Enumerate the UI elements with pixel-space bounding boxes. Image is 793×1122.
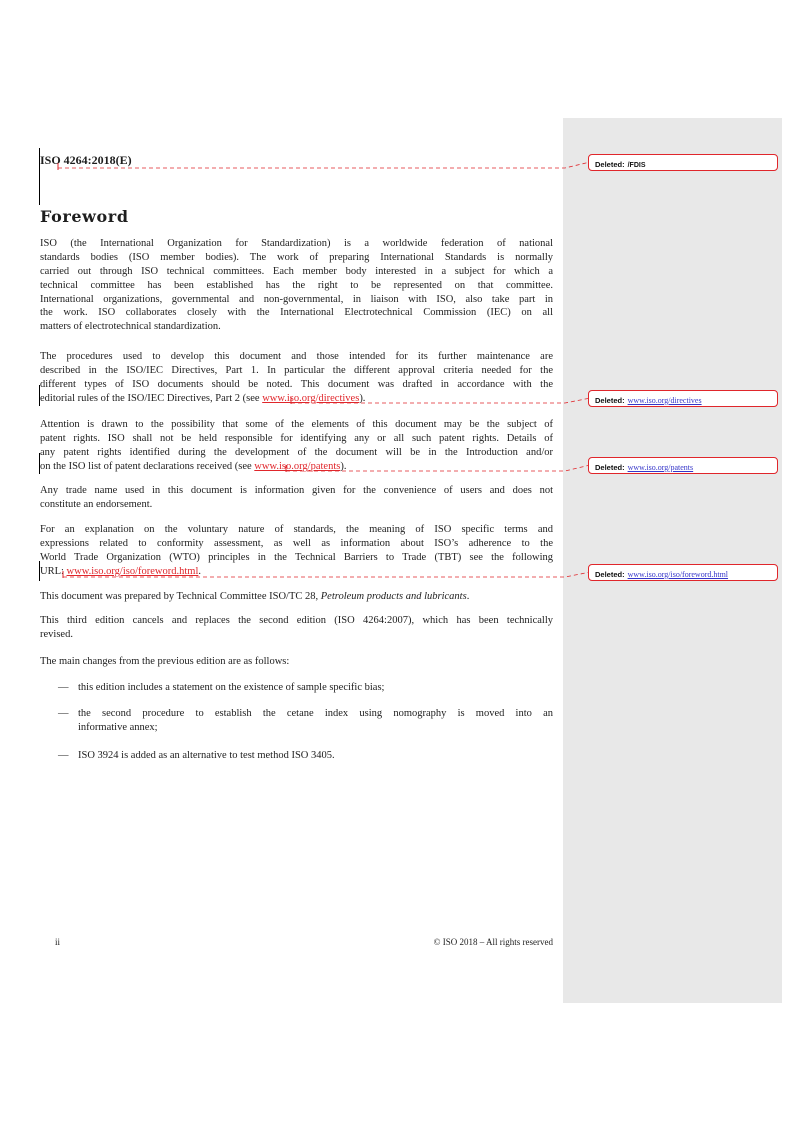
balloon-deleted-link[interactable]: www.iso.org/iso/foreword.html bbox=[627, 570, 729, 579]
paragraph-voluntary-nature bbox=[40, 523, 553, 579]
list-item-text bbox=[78, 681, 553, 695]
paragraph-patent-rights bbox=[40, 418, 553, 474]
balloon-deleted-text: /FDIS bbox=[627, 162, 646, 169]
paragraph-line: For an explanation on the voluntary nature of standards, the meaning of ISO specific terms and bbox=[40, 524, 553, 535]
paragraph-line: carried out through ISO technical committees. Each member body interested in a subject for which a bbox=[40, 265, 553, 277]
section-title: Foreword bbox=[40, 207, 129, 226]
paragraph-line: Attention is drawn to the possibility that some of the elements of this document may be the subject of bbox=[40, 419, 553, 430]
paragraph-line: International organizations, governmental and non-governmental, in liaison with ISO, also take part in bbox=[40, 293, 553, 305]
line-text: . bbox=[466, 591, 470, 602]
document-header-id: ISO 4264:2018(E) bbox=[40, 153, 132, 167]
line-text: . bbox=[198, 565, 201, 577]
committee-title: Petroleum products and lubricants bbox=[320, 591, 467, 602]
comment-balloon-deleted-foreword[interactable] bbox=[588, 564, 778, 581]
balloon-label: Deleted: bbox=[595, 463, 625, 472]
line-text: editorial rules of the ISO/IEC Directives, Part 2 (see bbox=[40, 392, 263, 404]
line-text: ). bbox=[340, 460, 347, 472]
list-item bbox=[40, 707, 553, 735]
list-item bbox=[40, 681, 553, 709]
paragraph-line: The main changes from the previous edition are as follows: bbox=[40, 656, 290, 667]
paragraph-line: expressions related to conformity assessment, as well as information about ISO’s adherence to the bbox=[40, 537, 553, 549]
paragraph-line: described in the ISO/IEC Directives, Part 1. In particular the different approval criteria needed for the bbox=[40, 364, 553, 376]
paragraph-line: Any trade name used in this document is information given for the convenience of users and does not bbox=[40, 485, 553, 496]
list-line: ISO 3924 is added as an alternative to test method ISO 3405. bbox=[78, 750, 335, 761]
paragraph-line: World Trade Organization (WTO) principles in the Technical Barriers to Trade (TBT) see the following bbox=[40, 551, 553, 563]
balloon-label: Deleted: bbox=[595, 570, 625, 579]
inserted-link-foreword[interactable]: www.iso.org/iso/foreword.html bbox=[66, 565, 199, 577]
paragraph-iso-organization bbox=[40, 237, 553, 334]
paragraph-trade-name bbox=[40, 484, 553, 512]
list-dash: — bbox=[58, 750, 69, 761]
balloon-deleted-link[interactable]: www.iso.org/patents bbox=[627, 463, 694, 472]
paragraph-procedures bbox=[40, 350, 553, 406]
paragraph-line: standards bodies (ISO member bodies). The work of preparing International Standards is normally bbox=[40, 251, 553, 263]
paragraph-prepared-by bbox=[40, 590, 553, 604]
inserted-link-directives[interactable]: www.iso.org/directives bbox=[262, 392, 360, 404]
balloon-label: Deleted: bbox=[595, 160, 625, 169]
comment-balloon-deleted-directives[interactable] bbox=[588, 390, 778, 407]
comment-balloon-deleted-patents[interactable] bbox=[588, 457, 778, 474]
balloon-deleted-link[interactable]: www.iso.org/directives bbox=[627, 396, 702, 405]
line-text: This document was prepared by Technical Committee ISO/TC 28, bbox=[40, 591, 321, 602]
paragraph-third-edition bbox=[40, 614, 553, 642]
list-line: this edition includes a statement on the existence of sample specific bias; bbox=[78, 682, 385, 693]
paragraph-line: technical committee has been established has the right to be represented on that committee. bbox=[40, 279, 553, 291]
inserted-link-patents[interactable]: www.iso.org/patents bbox=[254, 460, 341, 472]
comment-balloon-deleted-fdis[interactable] bbox=[588, 154, 778, 171]
comments-pane bbox=[563, 118, 782, 1003]
paragraph-line: The procedures used to develop this document and those intended for its further maintenance are bbox=[40, 351, 553, 362]
paragraph-line bbox=[40, 565, 553, 579]
paragraph-line: matters of electrotechnical standardization. bbox=[40, 321, 221, 333]
paragraph-line: patent rights. ISO shall not be held responsible for identifying any or all such patent rights. Details of bbox=[40, 432, 553, 444]
paragraph-main-changes bbox=[40, 655, 553, 669]
copyright-notice: © ISO 2018 – All rights reserved bbox=[433, 937, 553, 947]
paragraph-line bbox=[40, 392, 553, 406]
paragraph-line: This third edition cancels and replaces the second edition (ISO 4264:2007), which has been technically bbox=[40, 615, 553, 626]
paragraph-line: revised. bbox=[40, 628, 73, 640]
paragraph-line bbox=[40, 460, 553, 474]
paragraph-line: constitute an endorsement. bbox=[40, 498, 153, 510]
balloon-label: Deleted: bbox=[595, 396, 625, 405]
line-text: on the ISO list of patent declarations received (see bbox=[40, 460, 255, 472]
list-line: informative annex; bbox=[78, 721, 158, 733]
list-dash: — bbox=[58, 682, 69, 693]
paragraph-line: ISO (the International Organization for Standardization) is a worldwide federation of national bbox=[40, 238, 553, 249]
paragraph-line bbox=[40, 590, 553, 604]
paragraph-line: any patent rights identified during the development of the document will be in the Introduction and/or bbox=[40, 446, 553, 458]
line-text: ). bbox=[359, 392, 366, 404]
list-item-text bbox=[78, 749, 553, 763]
paragraph-line: the work. ISO collaborates closely with the International Electrotechnical Commission (IEC) on all bbox=[40, 307, 553, 319]
list-dash: — bbox=[58, 708, 69, 719]
paragraph-line: different types of ISO documents should be noted. This document was drafted in accordance with the bbox=[40, 378, 553, 390]
list-item-text bbox=[78, 707, 553, 735]
page-number: ii bbox=[55, 937, 61, 947]
connector-line-fdis bbox=[58, 163, 588, 169]
list-item bbox=[40, 749, 553, 777]
list-line: the second procedure to establish the cetane index using nomography is moved into an bbox=[78, 708, 553, 719]
line-text: URL: bbox=[40, 565, 67, 577]
